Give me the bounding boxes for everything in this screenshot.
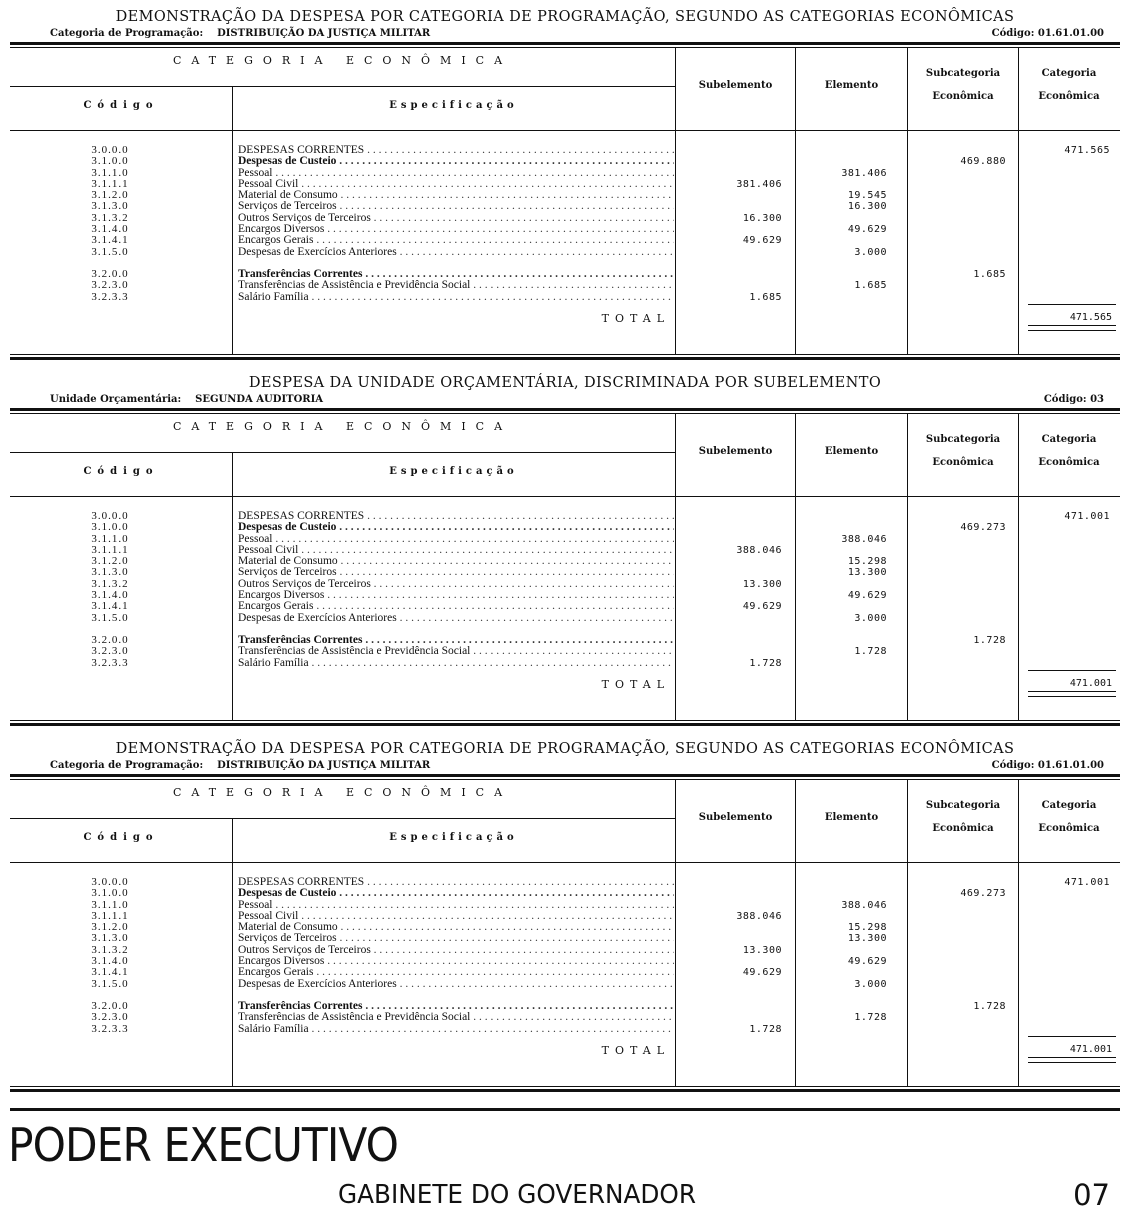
row-subelemento: 16.300 bbox=[742, 212, 782, 224]
row-elemento: 13.300 bbox=[847, 567, 887, 579]
header-codigo: Código bbox=[83, 100, 159, 111]
total-label: TOTAL bbox=[601, 678, 670, 691]
table-row bbox=[10, 579, 1120, 590]
footer-rule bbox=[10, 1108, 1120, 1111]
row-specification: Pessoal . . . bbox=[238, 900, 674, 911]
row-code: 3.1.3.2 bbox=[91, 577, 129, 590]
row-subcategoria: 469.880 bbox=[960, 156, 1006, 168]
row-specification: Pessoal . . . bbox=[238, 534, 674, 545]
table-body bbox=[10, 877, 1120, 1035]
row-specification: Salário Família . . . bbox=[238, 658, 674, 669]
header-rule bbox=[10, 130, 1120, 131]
row-specification: DESPESAS CORRENTES . . . bbox=[238, 877, 674, 888]
row-specification: Despesas de Custeio . . . bbox=[238, 156, 674, 167]
header-codigo: Código bbox=[83, 466, 159, 477]
row-code: 3.1.5.0 bbox=[91, 977, 129, 990]
row-elemento: 388.046 bbox=[841, 533, 887, 545]
table-row bbox=[10, 201, 1120, 212]
row-specification: Encargos Gerais . . . bbox=[238, 601, 674, 612]
section-label-text: Categoria de Programação: bbox=[50, 760, 204, 771]
table-row bbox=[10, 179, 1120, 190]
row-elemento: 1.728 bbox=[854, 646, 887, 658]
row-subcategoria: 469.273 bbox=[960, 522, 1006, 534]
row-elemento: 19.545 bbox=[847, 190, 887, 202]
header-elemento: Elemento bbox=[824, 812, 879, 823]
row-code: 3.1.4.0 bbox=[91, 223, 129, 236]
section-meta bbox=[10, 26, 1120, 42]
row-subelemento: 1.728 bbox=[749, 1023, 782, 1035]
table-bottom-rule bbox=[10, 720, 1120, 726]
section-label bbox=[50, 760, 430, 771]
row-code: 3.1.4.1 bbox=[91, 966, 129, 979]
total-value: 471.565 bbox=[1069, 312, 1112, 323]
row-subelemento: 388.046 bbox=[736, 544, 782, 556]
table-row bbox=[10, 922, 1120, 933]
row-code: 3.1.4.0 bbox=[91, 589, 129, 602]
section-label bbox=[50, 394, 323, 405]
header-categoria: Categoria Econômica bbox=[1038, 800, 1100, 834]
header-subelemento: Subelemento bbox=[698, 446, 773, 457]
section-code: Código: 01.61.01.00 bbox=[991, 760, 1104, 771]
report-section bbox=[10, 8, 1120, 360]
row-code: 3.1.0.0 bbox=[91, 155, 129, 168]
category-header-rule bbox=[10, 452, 675, 453]
table-row bbox=[10, 590, 1120, 601]
row-specification: Encargos Diversos . . . bbox=[238, 224, 674, 235]
expense-table bbox=[10, 42, 1120, 360]
row-elemento: 13.300 bbox=[847, 933, 887, 945]
page-number: 07 bbox=[1073, 1178, 1110, 1212]
header-elemento: Elemento bbox=[824, 80, 879, 91]
row-code: 3.1.5.0 bbox=[91, 611, 129, 624]
row-code: 3.1.4.1 bbox=[91, 600, 129, 613]
total-value: 471.001 bbox=[1069, 1044, 1112, 1055]
row-elemento: 3.000 bbox=[854, 612, 887, 624]
row-specification: Transferências Correntes . . . bbox=[238, 635, 674, 646]
header-categoria-economica: CATEGORIA ECONÔMICA bbox=[172, 786, 513, 799]
table-row bbox=[10, 522, 1120, 533]
row-specification: Outros Serviços de Terceiros . . . bbox=[238, 579, 674, 590]
row-specification: Serviços de Terceiros . . . bbox=[238, 201, 674, 212]
table-row bbox=[10, 945, 1120, 956]
row-subelemento: 388.046 bbox=[736, 910, 782, 922]
header-subcategoria: Subcategoria Econômica bbox=[925, 434, 1001, 468]
row-specification: Material de Consumo . . . bbox=[238, 922, 674, 933]
category-header-rule bbox=[10, 86, 675, 87]
report-section bbox=[10, 374, 1120, 726]
report-section bbox=[10, 740, 1120, 1092]
row-elemento: 49.629 bbox=[847, 590, 887, 602]
header-especificacao: Especificação bbox=[389, 466, 518, 477]
row-specification: Material de Consumo . . . bbox=[238, 190, 674, 201]
section-code: Código: 03 bbox=[1043, 394, 1104, 405]
row-code: 3.1.1.1 bbox=[91, 543, 129, 556]
table-row bbox=[10, 658, 1120, 669]
table-row bbox=[10, 1001, 1120, 1012]
row-code: 3.1.4.1 bbox=[91, 234, 129, 247]
row-elemento: 1.728 bbox=[854, 1012, 887, 1024]
table-row bbox=[10, 235, 1120, 246]
table-row bbox=[10, 911, 1120, 922]
table-row bbox=[10, 511, 1120, 522]
row-code: 3.1.1.1 bbox=[91, 909, 129, 922]
row-subcategoria: 1.728 bbox=[973, 1000, 1006, 1012]
row-elemento: 49.629 bbox=[847, 224, 887, 236]
row-subelemento: 1.728 bbox=[749, 657, 782, 669]
row-elemento: 3.000 bbox=[854, 978, 887, 990]
row-specification: Outros Serviços de Terceiros . . . bbox=[238, 945, 674, 956]
row-specification: Encargos Diversos . . . bbox=[238, 590, 674, 601]
table-top-rule bbox=[10, 42, 1120, 48]
row-code: 3.0.0.0 bbox=[91, 144, 129, 156]
row-specification: Salário Família . . . bbox=[238, 1024, 674, 1035]
header-categoria: Categoria Econômica bbox=[1038, 68, 1100, 102]
row-code: 3.1.2.0 bbox=[91, 189, 129, 202]
header-categoria-economica: CATEGORIA ECONÔMICA bbox=[172, 54, 513, 67]
row-specification: Serviços de Terceiros . . . bbox=[238, 933, 674, 944]
row-elemento: 15.298 bbox=[847, 922, 887, 934]
row-code: 3.2.3.3 bbox=[91, 290, 129, 303]
row-subelemento: 49.629 bbox=[742, 967, 782, 979]
row-specification: Pessoal Civil . . . bbox=[238, 911, 674, 922]
table-body bbox=[10, 511, 1120, 669]
table-row bbox=[10, 933, 1120, 944]
row-specification: DESPESAS CORRENTES . . . bbox=[238, 511, 674, 522]
row-elemento: 49.629 bbox=[847, 956, 887, 968]
table-row bbox=[10, 646, 1120, 657]
row-specification: Pessoal . . . bbox=[238, 168, 674, 179]
header-subcategoria: Subcategoria Econômica bbox=[925, 68, 1001, 102]
table-row bbox=[10, 900, 1120, 911]
section-meta bbox=[10, 758, 1120, 774]
table-row bbox=[10, 280, 1120, 291]
gabinete-heading: GABINETE DO GOVERNADOR bbox=[338, 1180, 697, 1210]
table-row bbox=[10, 613, 1120, 624]
row-code: 3.0.0.0 bbox=[91, 510, 129, 522]
total-label: TOTAL bbox=[601, 312, 670, 325]
section-label-value: DISTRIBUIÇÃO DA JUSTIÇA MILITAR bbox=[217, 760, 431, 771]
section-label-value: DISTRIBUIÇÃO DA JUSTIÇA MILITAR bbox=[217, 28, 431, 39]
row-specification: Pessoal Civil . . . bbox=[238, 545, 674, 556]
row-code: 3.1.2.0 bbox=[91, 921, 129, 934]
row-code: 3.1.0.0 bbox=[91, 521, 129, 534]
section-title: DESPESA DA UNIDADE ORÇAMENTÁRIA, DISCRIMINADA POR SUBELEMENTO bbox=[248, 375, 882, 391]
expense-table bbox=[10, 408, 1120, 726]
header-categoria: Categoria Econômica bbox=[1038, 434, 1100, 468]
table-row bbox=[10, 601, 1120, 612]
table-row bbox=[10, 956, 1120, 967]
row-specification: Encargos Diversos . . . bbox=[238, 956, 674, 967]
table-row bbox=[10, 888, 1120, 899]
row-specification: Despesas de Exercícios Anteriores . . . bbox=[238, 247, 674, 258]
header-rule bbox=[10, 862, 1120, 863]
row-code: 3.1.1.0 bbox=[91, 532, 129, 545]
row-code: 3.1.1.1 bbox=[91, 177, 129, 190]
section-label-text: Categoria de Programação: bbox=[50, 28, 204, 39]
row-code: 3.1.3.0 bbox=[91, 200, 129, 213]
header-subelemento: Subelemento bbox=[698, 80, 773, 91]
table-row bbox=[10, 145, 1120, 156]
table-row bbox=[10, 877, 1120, 888]
section-label bbox=[50, 28, 430, 39]
header-subcategoria: Subcategoria Econômica bbox=[925, 800, 1001, 834]
category-header-rule bbox=[10, 818, 675, 819]
row-subcategoria: 469.273 bbox=[960, 888, 1006, 900]
table-row bbox=[10, 1024, 1120, 1035]
table-row bbox=[10, 556, 1120, 567]
row-specification: Pessoal Civil . . . bbox=[238, 179, 674, 190]
header-especificacao: Especificação bbox=[389, 100, 518, 111]
table-row bbox=[10, 635, 1120, 646]
table-bottom-rule bbox=[10, 1086, 1120, 1092]
row-specification: Salário Família . . . bbox=[238, 292, 674, 303]
row-code: 3.2.3.3 bbox=[91, 1022, 129, 1035]
header-especificacao: Especificação bbox=[389, 832, 518, 843]
row-categoria: 471.565 bbox=[1064, 145, 1110, 156]
row-subcategoria: 1.728 bbox=[973, 634, 1006, 646]
section-label-text: Unidade Orçamentária: bbox=[50, 394, 182, 405]
table-row bbox=[10, 224, 1120, 235]
row-specification: Transferências de Assistência e Previdência Social . . . bbox=[238, 1012, 674, 1023]
table-bottom-rule bbox=[10, 354, 1120, 360]
table-row bbox=[10, 979, 1120, 990]
row-elemento: 16.300 bbox=[847, 201, 887, 213]
row-spacer bbox=[10, 990, 1120, 1001]
header-rule bbox=[10, 496, 1120, 497]
row-code: 3.2.3.0 bbox=[91, 279, 129, 292]
table-row bbox=[10, 1012, 1120, 1023]
row-specification: Transferências de Assistência e Previdência Social . . . bbox=[238, 280, 674, 291]
row-code: 3.1.3.0 bbox=[91, 566, 129, 579]
table-row bbox=[10, 156, 1120, 167]
row-code: 3.1.5.0 bbox=[91, 245, 129, 258]
row-code: 3.2.0.0 bbox=[91, 267, 129, 280]
row-code: 3.2.3.0 bbox=[91, 645, 129, 658]
row-specification: Despesas de Custeio . . . bbox=[238, 888, 674, 899]
row-code: 3.2.3.0 bbox=[91, 1011, 129, 1024]
section-title: DEMONSTRAÇÃO DA DESPESA POR CATEGORIA DE PROGRAMAÇÃO, SEGUNDO AS CATEGORIAS ECONÔMICAS bbox=[115, 741, 1015, 757]
row-code: 3.1.1.0 bbox=[91, 166, 129, 179]
row-elemento: 15.298 bbox=[847, 556, 887, 568]
row-code: 3.2.3.3 bbox=[91, 656, 129, 669]
row-subelemento: 49.629 bbox=[742, 601, 782, 613]
row-specification: Despesas de Exercícios Anteriores . . . bbox=[238, 613, 674, 624]
row-specification: Material de Consumo . . . bbox=[238, 556, 674, 567]
section-meta bbox=[10, 392, 1120, 408]
row-specification: Transferências de Assistência e Previdência Social . . . bbox=[238, 646, 674, 657]
header-categoria-economica: CATEGORIA ECONÔMICA bbox=[172, 420, 513, 433]
row-specification: Transferências Correntes . . . bbox=[238, 1001, 674, 1012]
row-specification: Outros Serviços de Terceiros . . . bbox=[238, 213, 674, 224]
section-title: DEMONSTRAÇÃO DA DESPESA POR CATEGORIA DE PROGRAMAÇÃO, SEGUNDO AS CATEGORIAS ECONÔMICAS bbox=[115, 9, 1015, 25]
row-spacer bbox=[10, 624, 1120, 635]
row-specification: Serviços de Terceiros . . . bbox=[238, 567, 674, 578]
row-specification: DESPESAS CORRENTES . . . bbox=[238, 145, 674, 156]
table-body bbox=[10, 145, 1120, 303]
table-row bbox=[10, 247, 1120, 258]
row-subelemento: 13.300 bbox=[742, 578, 782, 590]
row-categoria: 471.001 bbox=[1064, 511, 1110, 522]
table-row bbox=[10, 967, 1120, 978]
row-specification: Encargos Gerais . . . bbox=[238, 235, 674, 246]
row-code: 3.1.3.0 bbox=[91, 932, 129, 945]
row-code: 3.1.2.0 bbox=[91, 555, 129, 568]
table-row bbox=[10, 545, 1120, 556]
total-label: TOTAL bbox=[601, 1044, 670, 1057]
row-specification: Despesas de Custeio . . . bbox=[238, 522, 674, 533]
table-row bbox=[10, 534, 1120, 545]
section-code: Código: 01.61.01.00 bbox=[991, 28, 1104, 39]
expense-table bbox=[10, 774, 1120, 1092]
row-subelemento: 49.629 bbox=[742, 235, 782, 247]
row-code: 3.1.4.0 bbox=[91, 955, 129, 968]
table-top-rule bbox=[10, 774, 1120, 780]
row-code: 3.1.1.0 bbox=[91, 898, 129, 911]
row-subcategoria: 1.685 bbox=[973, 268, 1006, 280]
row-subelemento: 1.685 bbox=[749, 291, 782, 303]
row-elemento: 381.406 bbox=[841, 167, 887, 179]
row-elemento: 388.046 bbox=[841, 899, 887, 911]
row-specification: Despesas de Exercícios Anteriores . . . bbox=[238, 979, 674, 990]
row-code: 3.1.3.2 bbox=[91, 211, 129, 224]
row-specification: Transferências Correntes . . . bbox=[238, 269, 674, 280]
row-subelemento: 381.406 bbox=[736, 178, 782, 190]
table-row bbox=[10, 213, 1120, 224]
row-subelemento: 13.300 bbox=[742, 944, 782, 956]
row-spacer bbox=[10, 258, 1120, 269]
row-elemento: 1.685 bbox=[854, 280, 887, 292]
total-value: 471.001 bbox=[1069, 678, 1112, 689]
row-code: 3.1.3.2 bbox=[91, 943, 129, 956]
row-specification: Encargos Gerais . . . bbox=[238, 967, 674, 978]
section-label-value: SEGUNDA AUDITORIA bbox=[195, 394, 324, 405]
row-code: 3.2.0.0 bbox=[91, 633, 129, 646]
table-row bbox=[10, 168, 1120, 179]
header-elemento: Elemento bbox=[824, 446, 879, 457]
table-row bbox=[10, 190, 1120, 201]
row-code: 3.1.0.0 bbox=[91, 887, 129, 900]
row-code: 3.0.0.0 bbox=[91, 876, 129, 888]
row-elemento: 3.000 bbox=[854, 246, 887, 258]
table-row bbox=[10, 567, 1120, 578]
poder-executivo-heading: PODER EXECUTIVO bbox=[8, 1118, 399, 1172]
header-subelemento: Subelemento bbox=[698, 812, 773, 823]
table-row bbox=[10, 292, 1120, 303]
row-code: 3.2.0.0 bbox=[91, 999, 129, 1012]
table-top-rule bbox=[10, 408, 1120, 414]
header-codigo: Código bbox=[83, 832, 159, 843]
row-categoria: 471.001 bbox=[1064, 877, 1110, 888]
table-row bbox=[10, 269, 1120, 280]
